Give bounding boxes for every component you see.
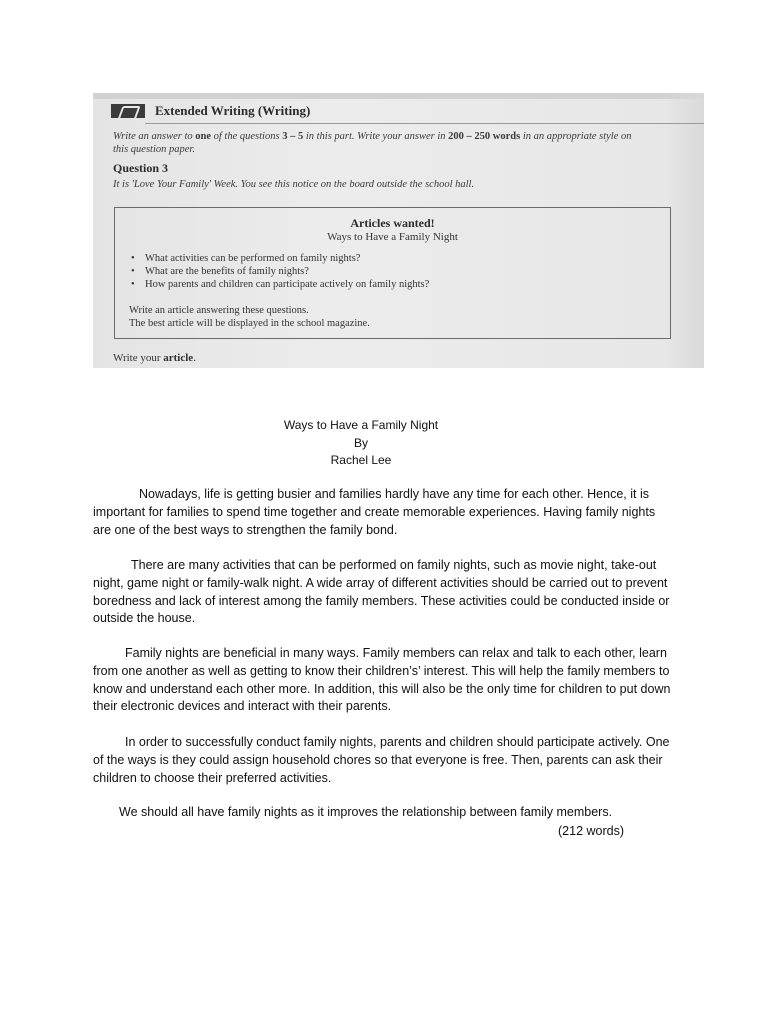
instr-text-4: in an appropriate style on [520, 131, 632, 142]
instr-bold-one: one [195, 131, 212, 142]
word-count: (212 words) [558, 824, 624, 838]
write-prefix: Write your [113, 352, 164, 364]
instr-text-1: Write an answer to [113, 131, 196, 142]
question-label: Question 3 [113, 161, 169, 175]
article-paragraph: Nowadays, life is getting busier and families hardly have any time for each other. Hence, it is important for families to spend time together and create memorable experiences. Having family nights are one of the best ways to strengthen the family bond. [93, 487, 656, 537]
article-by: By [353, 436, 368, 450]
article-paragraph: In order to successfully conduct family nights, parents and children should participate actively. One of the ways is they could assign household chores so that everyone is free. Then, parents can ask their children to choose their preferred activities. [93, 735, 670, 785]
article-paragraph: There are many activities that can be performed on family nights, such as movie night, take-out night, game night or family-walk night. A wide array of different activities should be carried out to prevent boredness and lack of interest among the family members. These activities could be conducted inside or outside the house. [93, 558, 670, 626]
header-rule [145, 123, 704, 124]
write-bold: article [163, 352, 194, 364]
instr-bold-words: 200 – 250 words [448, 131, 521, 142]
section-header [111, 103, 310, 119]
exam-question-scan [93, 93, 704, 368]
article-paragraph: We should all have family nights as it improves the relationship between family members. [119, 805, 613, 819]
writing-section-icon [111, 104, 145, 118]
question-text: It is 'Love Your Family' Week. You see this notice on the board outside the school hall. [113, 179, 475, 190]
notice-bullet: • How parents and children can participate actively on family nights? [131, 278, 429, 291]
section-title: Extended Writing (Writing) [155, 103, 311, 118]
write-instruction [113, 352, 196, 364]
article-title: Ways to Have a Family Night [283, 418, 439, 432]
instr-bold-questions: 3 – 5 [282, 131, 304, 142]
notice-title: Articles wanted! [350, 216, 435, 230]
scan-edge-shadow [93, 93, 704, 99]
write-suffix: . [193, 352, 196, 364]
notice-note-line: The best article will be displayed in the school magazine. [129, 318, 370, 329]
notice-bullet: • What are the benefits of family nights? [131, 265, 429, 278]
notice-box [114, 207, 671, 339]
notice-note [129, 304, 370, 330]
instr-text-2: of the questions [211, 131, 283, 142]
exam-instructions [113, 130, 693, 156]
notice-subtitle: Ways to Have a Family Night [327, 231, 458, 243]
notice-bullet: • What activities can be performed on family nights? [131, 252, 429, 265]
instr-text-5: this question paper. [113, 144, 195, 155]
instr-text-3: in this part. Write your answer in [303, 131, 449, 142]
article-paragraph: Family nights are beneficial in many ways. Family members can relax and talk to each other, learn from one another as well as getting to know their children’s’ interest. This will help the family members to know and understand each other more. In addition, this will also be the only time for children to put down their electronic devices and interact with their parents. [93, 646, 671, 714]
notice-bullet-list [131, 252, 429, 291]
article-author: Rachel Lee [330, 453, 392, 467]
notice-note-line: Write an article answering these questions. [129, 305, 309, 316]
